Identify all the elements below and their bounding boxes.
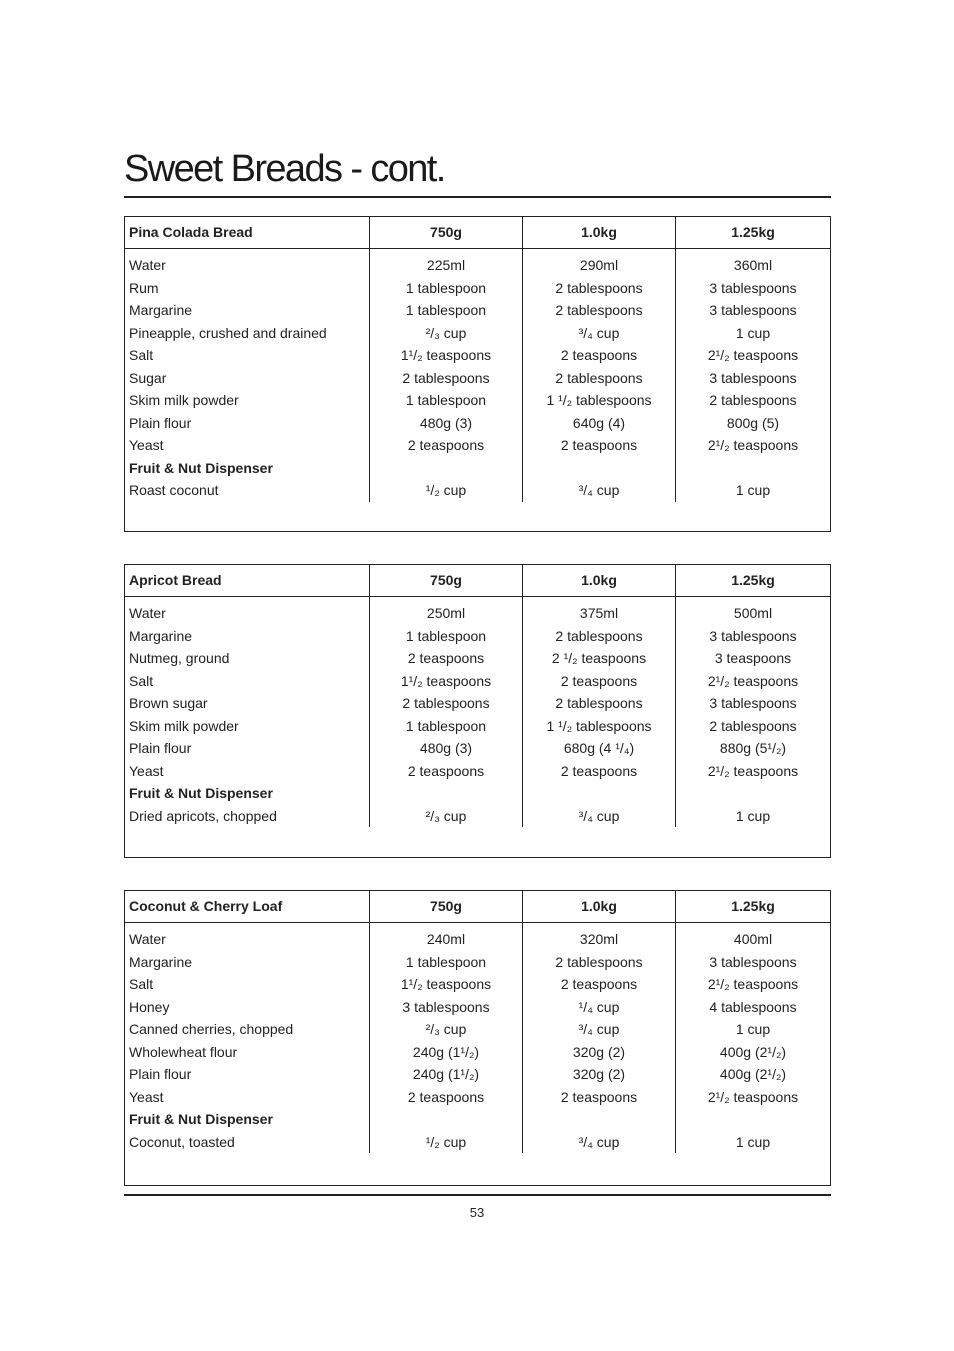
recipe-name: Pina Colada Bread: [125, 217, 370, 248]
ingredient-amount: [676, 782, 830, 805]
ingredient-amount: 3 teaspoons: [714, 650, 792, 666]
section-heading: Fruit & Nut Dispenser: [129, 459, 273, 476]
recipe-table-pina-colada-bread: [124, 216, 831, 532]
ingredient-amount: 400g (2¹/₂): [719, 1043, 787, 1060]
section-heading: Fruit & Nut Dispenser: [129, 785, 273, 801]
ingredient-amount: ²/₃ cup: [425, 324, 467, 341]
ingredient-amount: 1 cup: [735, 1133, 771, 1150]
recipe-body: [125, 923, 830, 1153]
ingredient-amount: 2 ¹/₂ teaspoons: [551, 650, 647, 666]
ingredient-amount: 2 teaspoons: [560, 437, 638, 453]
amount-column-1-25kg: [676, 923, 830, 1153]
ingredient-amount: ¹/₂ cup: [425, 482, 467, 498]
amount-column-1-25kg: [676, 249, 830, 502]
ingredient-amount: 320ml: [579, 931, 619, 947]
ingredient-amount: 800g (5): [726, 414, 780, 431]
ingredient-amount: 1 cup: [735, 807, 771, 824]
ingredient-amount: 2 teaspoons: [560, 672, 638, 689]
page-title: Sweet Breads - cont.: [124, 148, 445, 190]
ingredient-name: Rum: [129, 279, 159, 296]
ingredient-name: Salt: [129, 976, 154, 992]
ingredient-amount: 2 tablespoons: [555, 627, 643, 644]
amount-column-750g: [370, 249, 523, 502]
ingredient-amount: 500ml: [733, 605, 773, 621]
ingredient-amount: ¹/₂ cup: [425, 1133, 467, 1150]
ingredient-amount: 2¹/₂ teaspoons: [707, 672, 799, 689]
recipe-table-coconut-cherry-loaf: [124, 890, 831, 1186]
ingredient-name: Nutmeg, ground: [129, 650, 230, 666]
ingredient-amount: [676, 457, 830, 480]
ingredient-amount: 2 teaspoons: [560, 976, 638, 992]
ingredient-amount: 1 ¹/₂ tablespoons: [546, 392, 652, 408]
ingredient-amount: 250ml: [426, 605, 466, 621]
size-header-1kg: 1.0kg: [523, 217, 676, 248]
ingredient-amount: 680g (4 ¹/₄): [563, 740, 635, 756]
ingredient-amount: ³/₄ cup: [578, 1133, 620, 1150]
ingredient-name: Yeast: [129, 1088, 164, 1105]
ingredient-amount: ³/₄ cup: [578, 482, 620, 498]
ingredient-amount: 2 teaspoons: [407, 762, 485, 779]
ingredient-amount: 4 tablespoons: [709, 998, 797, 1015]
ingredient-amount: 400g (2¹/₂): [719, 1066, 787, 1082]
ingredient-amount: 2 tablespoons: [555, 302, 643, 318]
ingredient-column: [125, 249, 370, 502]
ingredient-amount: 290ml: [579, 257, 619, 273]
ingredient-amount: 1 cup: [735, 482, 771, 498]
ingredient-name: Plain flour: [129, 414, 192, 431]
ingredient-amount: 3 tablespoons: [709, 279, 797, 296]
ingredient-amount: 1¹/₂ teaspoons: [400, 672, 492, 689]
ingredient-name: Margarine: [129, 627, 193, 644]
ingredient-name: Wholewheat flour: [129, 1043, 238, 1060]
ingredient-amount: 2 tablespoons: [555, 695, 643, 711]
ingredient-amount: 1 tablespoon: [405, 627, 487, 644]
amount-column-1kg: [523, 597, 676, 827]
ingredient-amount: [370, 457, 522, 480]
recipe-body: [125, 249, 830, 502]
ingredient-name: Skim milk powder: [129, 392, 239, 408]
size-header-1-25kg: 1.25kg: [731, 224, 775, 240]
ingredient-amount: 2 tablespoons: [555, 369, 643, 386]
ingredient-name: Dried apricots, chopped: [129, 807, 277, 824]
size-header-750g: 750g: [370, 891, 523, 922]
ingredient-name: Salt: [129, 672, 154, 689]
title-rule: [124, 196, 831, 198]
ingredient-name: Roast coconut: [129, 482, 219, 498]
ingredient-amount: [676, 1108, 830, 1131]
ingredient-amount: 1 cup: [735, 1021, 771, 1037]
ingredient-amount: 480g (3): [419, 414, 473, 431]
ingredient-amount: 1 tablespoon: [405, 279, 487, 296]
ingredient-name: Plain flour: [129, 1066, 192, 1082]
ingredient-column: [125, 597, 370, 827]
size-header-1-25kg: 1.25kg: [731, 572, 775, 588]
ingredient-name: Water: [129, 931, 166, 947]
ingredient-name: Skim milk powder: [129, 717, 239, 734]
ingredient-name: Yeast: [129, 762, 164, 779]
ingredient-amount: 2 tablespoons: [402, 369, 490, 386]
recipe-table-apricot-bread: [124, 564, 831, 858]
ingredient-amount: 1 tablespoon: [405, 717, 487, 734]
ingredient-amount: [523, 1108, 675, 1131]
ingredient-amount: 2 teaspoons: [407, 650, 485, 666]
ingredient-amount: 480g (3): [419, 740, 473, 756]
ingredient-amount: 3 tablespoons: [402, 998, 490, 1015]
ingredient-amount: 225ml: [426, 257, 466, 273]
size-header-1-25kg: 1.25kg: [731, 898, 775, 914]
size-header-750g: 750g: [370, 565, 523, 596]
ingredient-amount: 3 tablespoons: [709, 627, 797, 644]
ingredient-amount: [523, 782, 675, 805]
ingredient-amount: ¹/₄ cup: [578, 998, 620, 1015]
ingredient-amount: 240g (1¹/₂): [412, 1066, 480, 1082]
recipe-header-row: [125, 217, 830, 249]
ingredient-amount: 3 tablespoons: [709, 953, 797, 970]
ingredient-amount: 320g (2): [572, 1066, 626, 1082]
ingredient-amount: 1 tablespoon: [405, 302, 487, 318]
ingredient-amount: 2¹/₂ teaspoons: [707, 347, 799, 363]
amount-column-750g: [370, 597, 523, 827]
ingredient-amount: 320g (2): [572, 1043, 626, 1060]
ingredient-amount: 1 cup: [735, 324, 771, 341]
ingredient-amount: 3 tablespoons: [709, 369, 797, 386]
amount-column-1kg: [523, 923, 676, 1153]
ingredient-amount: 1 tablespoon: [405, 953, 487, 970]
ingredient-name: Water: [129, 605, 166, 621]
ingredient-amount: ³/₄ cup: [578, 324, 620, 341]
ingredient-amount: 1¹/₂ teaspoons: [400, 976, 492, 992]
ingredient-amount: 2 tablespoons: [402, 695, 490, 711]
ingredient-amount: 2 tablespoons: [555, 279, 643, 296]
ingredient-amount: ³/₄ cup: [578, 807, 620, 824]
amount-column-1kg: [523, 249, 676, 502]
ingredient-amount: 2 teaspoons: [407, 1088, 485, 1105]
ingredient-amount: 1 tablespoon: [405, 392, 487, 408]
ingredient-name: Canned cherries, chopped: [129, 1021, 294, 1037]
recipe-header-row: [125, 565, 830, 597]
ingredient-name: Plain flour: [129, 740, 192, 756]
size-header-750g: 750g: [370, 217, 523, 248]
ingredient-amount: 2¹/₂ teaspoons: [707, 1088, 799, 1105]
footer-rule: [124, 1194, 831, 1196]
size-header-1kg: 1.0kg: [523, 565, 676, 596]
recipe-header-row: [125, 891, 830, 923]
ingredient-amount: 2¹/₂ teaspoons: [707, 762, 799, 779]
ingredient-amount: 3 tablespoons: [709, 302, 797, 318]
ingredient-amount: 2¹/₂ teaspoons: [707, 437, 799, 453]
amount-column-1-25kg: [676, 597, 830, 827]
ingredient-amount: 2 tablespoons: [555, 953, 643, 970]
ingredient-amount: 2 teaspoons: [407, 437, 485, 453]
ingredient-amount: 2 teaspoons: [560, 762, 638, 779]
ingredient-name: Pineapple, crushed and drained: [129, 324, 327, 341]
ingredient-amount: 240ml: [426, 931, 466, 947]
ingredient-amount: 3 tablespoons: [709, 695, 797, 711]
ingredient-name: Salt: [129, 347, 154, 363]
ingredient-amount: ²/₃ cup: [425, 807, 467, 824]
ingredient-amount: [523, 457, 675, 480]
ingredient-amount: [370, 782, 522, 805]
size-header-1kg: 1.0kg: [523, 891, 676, 922]
amount-column-750g: [370, 923, 523, 1153]
ingredient-column: [125, 923, 370, 1153]
ingredient-name: Honey: [129, 998, 170, 1015]
ingredient-name: Margarine: [129, 302, 193, 318]
recipe-name: Apricot Bread: [125, 565, 370, 596]
ingredient-name: Yeast: [129, 437, 164, 453]
ingredient-name: Sugar: [129, 369, 167, 386]
ingredient-amount: 400ml: [733, 931, 773, 947]
ingredient-amount: 2¹/₂ teaspoons: [707, 976, 799, 992]
ingredient-name: Margarine: [129, 953, 193, 970]
recipe-name: Coconut & Cherry Loaf: [125, 891, 370, 922]
ingredient-amount: 1¹/₂ teaspoons: [400, 347, 492, 363]
ingredient-amount: 880g (5¹/₂): [719, 740, 787, 756]
ingredient-name: Coconut, toasted: [129, 1133, 235, 1150]
ingredient-name: Brown sugar: [129, 695, 208, 711]
ingredient-amount: ²/₃ cup: [425, 1021, 467, 1037]
ingredient-amount: 1 ¹/₂ tablespoons: [546, 717, 652, 734]
ingredient-amount: 375ml: [579, 605, 619, 621]
ingredient-amount: 240g (1¹/₂): [412, 1043, 480, 1060]
ingredient-amount: 2 teaspoons: [560, 347, 638, 363]
ingredient-amount: 360ml: [733, 257, 773, 273]
ingredient-amount: ³/₄ cup: [578, 1021, 620, 1037]
ingredient-amount: 2 tablespoons: [709, 392, 797, 408]
ingredient-amount: 640g (4): [572, 414, 626, 431]
ingredient-amount: [370, 1108, 522, 1131]
ingredient-amount: 2 teaspoons: [560, 1088, 638, 1105]
section-heading: Fruit & Nut Dispenser: [129, 1111, 273, 1127]
ingredient-amount: 2 tablespoons: [709, 717, 797, 734]
recipe-body: [125, 597, 830, 827]
page-number: 53: [469, 1205, 485, 1220]
ingredient-name: Water: [129, 257, 166, 273]
